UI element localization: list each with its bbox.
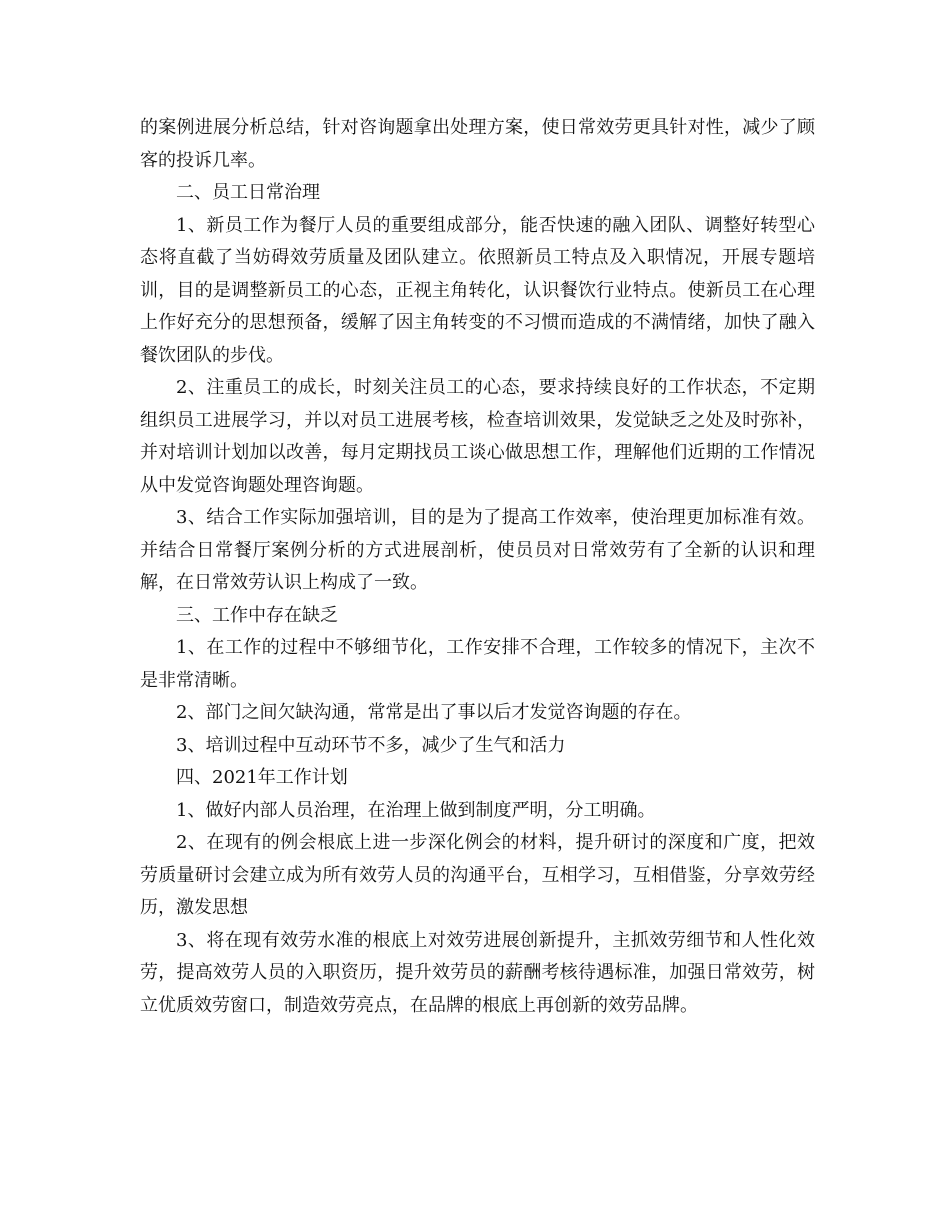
paragraph-new-employees: 1、新员工作为餐厅人员的重要组成部分，能否快速的融入团队、调整好转型心态将直截了当妨碍效劳质量及团队建立。依照新员工特点及入职情况，开展专题培训，目的是调整新员工的心态，正视主角转化，认识餐饮行业特点。使新员工在心理上作好充分的思想预备，缓解了因主角转变的不习惯而造成的不满情绪，加快了融入餐饮团队的步伐。 [140,214,815,366]
paragraph-shortcoming-1: 1、在工作的过程中不够细节化，工作安排不合理，工作较多的情况下，主次不是非常清晰。 [140,637,815,691]
paragraph-plan-2: 2、在现有的例会根底上进一步深化例会的材料，提升研讨的深度和广度，把效劳质量研讨会建立成为所有效劳人员的沟通平台，互相学习，互相借鉴，分享效劳经历，激发思想 [140,832,815,918]
paragraph-shortcoming-3: 3、培训过程中互动环节不多，减少了生气和活力 [176,734,566,756]
paragraph-employee-growth: 2、注重员工的成长，时刻关注员工的心态，要求持续良好的工作状态，不定期组织员工进展学习，并以对员工进展考核，检查培训效果，发觉缺乏之处及时弥补，并对培训计划加以改善，每月定期找员工谈心做思想工作，理解他们近期的工作情况从中发觉咨询题处理咨询题。 [140,377,815,496]
section-heading-shortcomings: 三、工作中存在缺乏 [176,604,338,626]
section-heading-work-plan: 四、2021年工作计划 [176,767,348,788]
section-heading-employee-management: 二、员工日常治理 [176,182,320,203]
paragraph-shortcoming-2: 2、部门之间欠缺沟通，常常是出了事以后才发觉咨询题的存在。 [176,702,692,723]
paragraph-training: 3、结合工作实际加强培训，目的是为了提高工作效率，使治理更加标准有效。并结合日常餐厅案例分析的方式进展剖析，使员员对日常效劳有了全新的认识和理解，在日常效劳认识上构成了一致。 [140,507,815,593]
paragraph-plan-1: 1、做好内部人员治理，在治理上做到制度严明，分工明确。 [176,799,656,821]
document-page [140,112,815,1022]
paragraph-continuation: 的案例进展分析总结，针对咨询题拿出处理方案，使日常效劳更具针对性，减少了顾客的投诉几率。 [140,117,815,171]
paragraph-plan-3: 3、将在现有效劳水准的根底上对效劳进展创新提升，主抓效劳细节和人性化效劳，提高效劳人员的入职资历，提升效劳员的薪酬考核待遇标准，加强日常效劳，树立优质效劳窗口，制造效劳亮点，在品牌的根底上再创新的效劳品牌。 [140,929,815,1016]
